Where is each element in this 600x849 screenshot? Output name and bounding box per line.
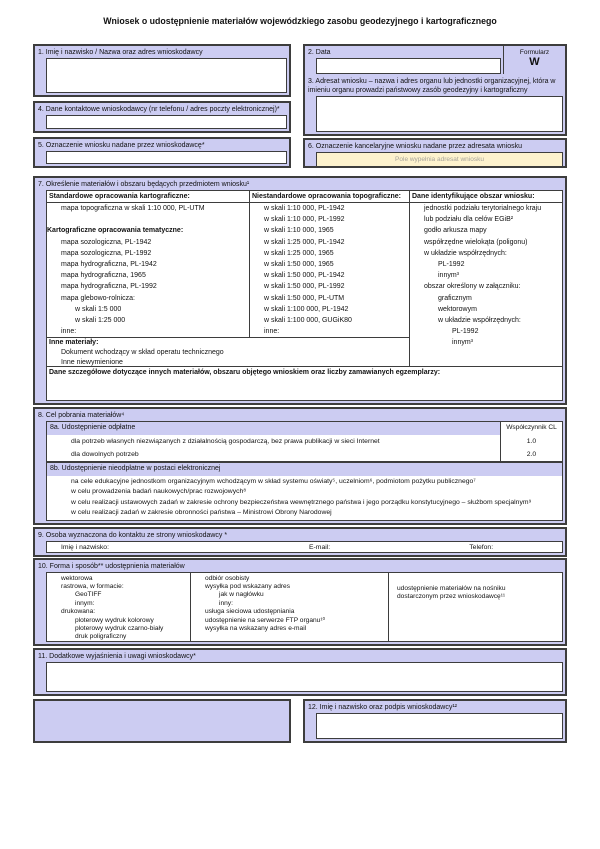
list-item: w skali 1:5 000	[75, 305, 122, 313]
list-item: w skali 1:25 000	[75, 317, 126, 325]
section-7-cols-1-2	[47, 191, 409, 337]
list-item: w skali 1:25 000, PL-1942	[264, 238, 345, 246]
list-item: na cele edukacyjne jednostkom organizacyjnym wchodzącym w skład systemu oświaty⁵, uczelniom⁶, podmiotom pożytku publicznego⁷	[71, 478, 476, 485]
list-item: wektorowym	[438, 305, 477, 313]
list-item: wysyłka na wskazany adres e-mail	[205, 625, 307, 633]
list-item: lub podziału dla celów EGiB²	[424, 216, 514, 224]
office-reference-field[interactable]: Pole wypełnia adresat wniosku	[316, 152, 563, 167]
list-item	[47, 214, 249, 225]
list-item: w skali 1:50 000, PL-UTM	[264, 294, 345, 302]
detailed-data-label: Dane szczegółowe dotyczące innych materiałów, obszaru objętego wnioskiem oraz liczby zamawianych egzemplarzy:	[49, 369, 441, 376]
list-item: w skali 1:50 000, PL-1942	[264, 272, 345, 280]
bottom-left-spacer	[33, 699, 291, 743]
paid-option-cl-value: 2.0	[500, 448, 562, 461]
list-item: innym³	[452, 339, 474, 347]
list-item: udostępnienie na serwerze FTP organu¹⁰	[205, 616, 326, 624]
section-10-content	[46, 572, 563, 642]
other-materials-block	[47, 337, 409, 366]
other-materials-list	[47, 348, 409, 367]
section-8b-box	[46, 462, 563, 521]
section-9-label: 9. Osoba wyznaczona do kontaktu ze strony wnioskodawcy *	[38, 531, 228, 539]
list-item: usługa sieciowa udostępniania	[205, 608, 295, 616]
paid-option-row	[47, 435, 562, 448]
date-input[interactable]	[316, 58, 501, 74]
other-materials-header: Inne materiały:	[49, 339, 99, 346]
section-8-content	[46, 421, 563, 521]
list-item: współrzędne wielokąta (poligonu)	[424, 238, 528, 246]
list-item: ploterowy wydruk czarno-biały	[75, 625, 164, 633]
list-item: w skali 1:100 000, PL-1942	[264, 305, 349, 313]
list-item: w skali 1:10 000, 1965	[264, 227, 334, 235]
list-item: innym³	[438, 272, 460, 280]
contact-person-row[interactable]	[46, 541, 563, 553]
section-10-form-delivery	[33, 558, 567, 646]
list-item: w celu prowadzenia badań naukowych/prac rozwojowych⁸	[71, 488, 247, 496]
section-1-label: 1. Imię i nazwisko / Nazwa oraz adres wnioskodawcy	[38, 49, 203, 56]
section-9-contact-person	[33, 527, 567, 557]
bottom-row	[33, 699, 567, 743]
list-item: ploterowy wydruk kolorowy	[75, 616, 154, 624]
section-11-label: 11. Dodatkowe wyjaśnienia i uwagi wnioskodawcy*	[38, 652, 196, 660]
date-formularz-row	[305, 46, 565, 74]
list-item: Kartograficzne opracowania tematyczne:	[47, 227, 184, 235]
list-item: w skali 1:50 000, 1965	[264, 261, 334, 269]
section-4-contact	[33, 101, 291, 133]
cl-coefficient-header: Współczynnik CL	[500, 422, 562, 435]
standard-cartographic-list	[47, 203, 249, 337]
list-item: w skali 1:10 000, PL-1992	[264, 216, 345, 224]
list-item: odbiór osobisty	[205, 574, 250, 582]
section-5-label: 5. Oznaczenie wniosku nadane przez wnioskodawcę*	[38, 142, 205, 149]
list-item: w skali 1:50 000, PL-1992	[264, 283, 345, 291]
header-row	[33, 44, 567, 168]
section-8-purpose	[33, 407, 567, 525]
area-identification-column	[410, 191, 562, 366]
formularz-box	[503, 46, 565, 74]
section-8a-box	[46, 421, 563, 462]
list-item: graficznym	[438, 294, 472, 302]
free-options-list	[47, 476, 562, 520]
list-item: PL-1992	[452, 328, 479, 336]
section-12-signature	[303, 699, 567, 743]
list-item: godło arkusza mapy	[424, 227, 487, 235]
list-item: Dokument wchodzący w skład operatu technicznego	[61, 349, 224, 356]
list-item: mapa sozologiczna, PL-1942	[61, 238, 152, 246]
remarks-input[interactable]	[46, 662, 563, 692]
formularz-value: W	[529, 56, 540, 68]
list-item: w celu realizacji zadań w zakresie obronności państwa – Ministrowi Obrony Narodowej	[71, 509, 332, 517]
list-item: mapa topograficzna w skali 1:10 000, PL-UTM	[61, 205, 205, 212]
section-7-left-block	[47, 191, 410, 366]
section-8a-label: 8a. Udostępnienie odpłatne	[50, 424, 136, 431]
delivery-method-column	[191, 573, 389, 641]
list-item: obszar określony w załączniku:	[424, 283, 521, 291]
contact-details-input[interactable]	[46, 115, 287, 129]
header-left-column	[33, 44, 291, 168]
data-form-column	[47, 573, 191, 641]
list-item: inne:	[264, 328, 280, 336]
list-item: w skali 1:100 000, GUGiK80	[264, 317, 352, 325]
paid-option-row	[47, 448, 562, 461]
list-item: dostarczonym przez wnioskodawcę¹¹	[397, 593, 506, 601]
standard-cartographic-column	[47, 191, 250, 337]
nonstandard-topographic-list	[250, 203, 409, 337]
list-item: mapa hydrograficzna, PL-1942	[61, 261, 157, 269]
list-item: inne:	[61, 328, 77, 336]
list-item: GeoTIFF	[75, 591, 102, 599]
section-5-request-id	[33, 137, 291, 168]
formularz-label: Formularz	[519, 49, 550, 56]
list-item: w skali 1:25 000, 1965	[264, 249, 334, 257]
own-media-column	[389, 573, 562, 641]
list-item: mapa sozologiczna, PL-1992	[61, 249, 152, 257]
list-item: w celu realizacji ustawowych zadań w zakresie ochrony bezpieczeństwa wewnętrznego państwa i jego porządku konstytucyjnego – służbom specjalnym⁹	[71, 498, 532, 506]
area-identification-header: Dane identyfikujące obszar wniosku:	[410, 191, 562, 203]
header-right-column	[303, 44, 567, 168]
list-item: druk poligraficzny	[75, 633, 127, 641]
section-11-remarks	[33, 648, 567, 696]
section-7-content	[46, 190, 563, 401]
list-item: innym:	[75, 599, 95, 607]
section-4-label: 4. Dane kontaktowe wnioskodawcy (nr telefonu / adres poczty elektronicznej)*	[38, 106, 280, 113]
section-2-date	[305, 46, 503, 74]
contact-phone-label: Telefon:	[469, 543, 494, 551]
section-7-columns	[47, 191, 562, 366]
addressee-input[interactable]	[316, 96, 563, 132]
section-7-label: 7. Określenie materiałów i obszaru będących przedmiotem wniosku¹	[38, 181, 250, 188]
section-6-office-id	[303, 138, 567, 168]
section-8-label: 8. Cel pobrania materiałów⁴	[38, 412, 125, 419]
list-item: Inne niewymienione	[61, 358, 123, 366]
list-item: mapa hydrograficzna, PL-1992	[61, 283, 157, 291]
section-2-label: 2. Data	[308, 49, 331, 56]
paid-option-label: dla dowolnych potrzeb	[71, 451, 139, 458]
applicant-name-address-input[interactable]	[46, 58, 287, 93]
list-item: mapa glebowo-rolnicza:	[61, 294, 135, 302]
list-item: w układzie współrzędnych:	[424, 249, 507, 257]
detailed-data-block[interactable]	[47, 366, 562, 400]
list-item: w skali 1:10 000, PL-1942	[264, 205, 345, 212]
section-7-materials	[33, 176, 567, 405]
list-item: inny:	[219, 599, 233, 607]
section-2-3-box	[303, 44, 567, 136]
nonstandard-topographic-column	[250, 191, 409, 337]
paid-option-cl-value: 1.0	[500, 435, 562, 448]
contact-name-label: Imię i nazwisko:	[61, 543, 109, 551]
list-item: drukowana:	[61, 608, 96, 616]
signature-input[interactable]	[316, 713, 563, 739]
standard-cartographic-header: Standardowe opracowania kartograficzne:	[47, 191, 249, 203]
list-item: mapa hydrograficzna, 1965	[61, 272, 146, 280]
application-form	[33, 44, 567, 743]
section-8a-header-row	[47, 422, 562, 435]
section-10-label: 10. Forma i sposób** udostępnienia materiałów	[38, 562, 185, 570]
paid-option-label: dla potrzeb własnych niezwiązanych z działalnością gospodarczą, bez prawa publikacji w sieci Internet	[71, 438, 380, 445]
list-item: w układzie współrzędnych:	[438, 317, 521, 325]
section-1-applicant	[33, 44, 291, 97]
nonstandard-topographic-header: Niestandardowe opracowania topograficzne:	[250, 191, 409, 203]
list-item: udostępnienie materiałów na nośniku	[397, 584, 506, 592]
list-item: PL-1992	[438, 261, 465, 269]
list-item: jak w nagłówku	[219, 591, 264, 599]
applicant-request-id-input[interactable]	[46, 151, 287, 164]
list-item: wysyłka pod wskazany adres	[205, 583, 291, 591]
list-item: wektorowa	[61, 574, 93, 582]
section-3-label: 3. Adresat wniosku – nazwa i adres organu lub jednostki organizacyjnej, która w imieniu organu prowadzi państwowy zasób geodezyjny i kartograficzny	[308, 78, 556, 94]
page-title: Wniosek o udostępnienie materiałów wojewódzkiego zasobu geodezyjnego i kartograficznego	[103, 16, 497, 26]
section-6-label: 6. Oznaczenie kancelaryjne wniosku nadane przez adresata wniosku	[308, 143, 523, 150]
section-8b-label: 8b. Udostępnienie nieodpłatne w postaci elektronicznej	[50, 465, 221, 472]
list-item: rastrowa, w formacie:	[61, 583, 124, 591]
section-12-label: 12. Imię i nazwisko oraz podpis wnioskodawcy¹²	[308, 703, 458, 711]
section-8b-header-row	[47, 463, 562, 476]
area-identification-list	[410, 203, 562, 349]
contact-email-label: E-mail:	[309, 543, 331, 551]
list-item: jednostki podziału terytorialnego kraju	[424, 205, 542, 212]
